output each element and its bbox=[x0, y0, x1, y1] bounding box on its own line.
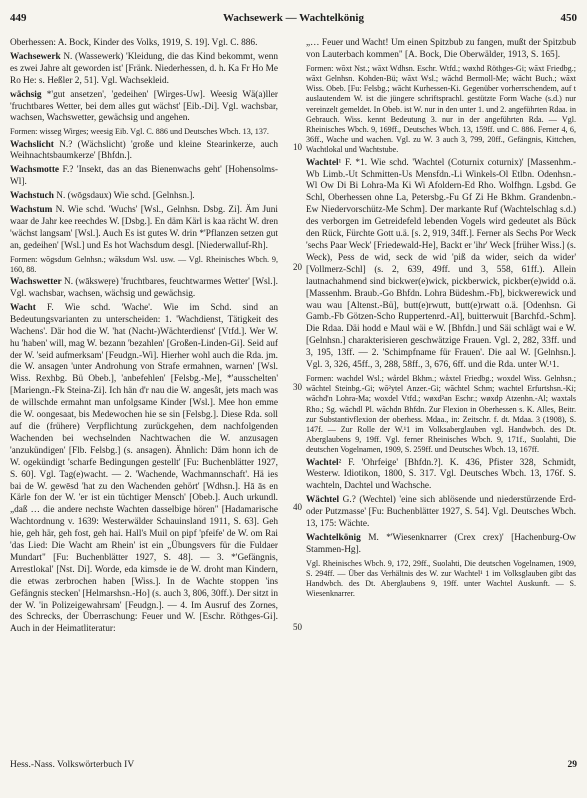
entry-body: F. Wie schd. 'Wache'. Wie im Schd. sind an Bedeutungsvarianten zu unterscheiden: 1. 'Wachdienst, Tätigkeit des Wachens'. Där hod die W. 'hat (Nacht-)Wächterdienst' [Vtfd.]. Wer W. hu 'haben' will, mag W. bezann 'bezahlen' [Großen-Linden-Gi]. Seid auf der W. 'seid aufmerksam' [Feudgn.-Wi]. Hierher wohl auch die Rda. jm. die W. ansagen 'unter Androhung von Strafe ermahnen, warnen' [Wsl. Wiss. Rexhbg. Bü Obeb.], 'anbefehlen' [Felsbg.-Me], *'ausschelten' [Mariengn.-Fk Steina-Zi]. Ich hän d'r nau die W. angesât, jets mach was de willschde ermahnt man unfolgsame Kinder [Wsl.]. Mee hon emme die W. oongesaat, bis Medewochen hie se sin [Felsbg.]. Diese Rda. soll auf die (frühere) Verpflichtung zurückgehen, dem nachfolgenden Wachenden bei wechselnden Nachtwachen die W. anzusagen 'anzukündigen' [Flb. Felsbg.] (s. ansagen). Ähnlich: Däm honn ich de W. ogekündigt 'scharfe Bedingungen gestellt' [Fu: Buchenblätter 1927, S. 60]. Vgl. Tag(e)wacht. — 2. 'Wachende, Wachmannschaft'. Hä ies bai de W. gewēsd 'hat zu den Wachenden gehört' [Wdhsn.]. Hā ās en Kärle fon der W. 'er ist ein tüchtiger Mensch' [Obeb.]. Auch urkundl. „daß … die andere nechste Wachten dasselbige hören" [Hadamarische Wachtordnung v. 1639: Westerwälder Schauinsland 1911, S. 63]. Geh hie, geh här, geh fost, geh hai. Hall's Muil on pipf 'pfeife' de W. om Rai 'das Lied: Die Wacht am Rhein' ist ein „Übungsvers für die Fuldaer Mundart" [Fu: Buchenblätter 1927, S. 48]. — 3. *'Gefängnis, Arrestlokal' [Nst. Di]. Worde, eda kimsde ie de W. droht man Kindern, die etwas zerbrochen haben [Wiss.]. In de Wachte stoppen 'ins Gefängnis stecken' [Helmarshsn.-Ho] (s. auch 3, 806, 30ff.). Der sitzt in der W. 'in Polizeigewahrsam' [Feudgn.]. — 4. Im Ausruf des Zornes, des Schrecks, der Überraschung: Feuer und W. [Eschr. Röthges-Gi]. Auch in der Heimatliteratur: bbox=[10, 302, 278, 635]
entry-wachstuch bbox=[10, 191, 278, 203]
entry-wachsewerk bbox=[10, 52, 278, 88]
entry-wachstum bbox=[10, 205, 278, 253]
line-number: 50 bbox=[293, 622, 302, 632]
running-header bbox=[10, 12, 577, 28]
headword: Wächtel bbox=[306, 495, 340, 506]
entry-body: *'gut ansetzen', 'gedeihen' [Wirges-Uw]. Weesig Wä(a)ller 'fruchtbares Wetter, bei dem alles gut wächst' [Eib.-Di]. Vgl. wachsbar, wachsen, Wachswetter, gewächsig und angehen. bbox=[10, 89, 278, 124]
line-number: 40 bbox=[293, 502, 302, 512]
headword: Wacht bbox=[10, 302, 36, 313]
headword: wächsig bbox=[10, 89, 42, 100]
entry-body: N. Wie schd. 'Wuchs' [Wsl., Gelnhsn. Dsbg. Zi]. Äm Juni waar de Jahr kee reechdes W. [Dsbg.]. En däm Kärl is kaa rächt W. dren 'wächst langsam' [Wsl.]. Auch Es ist gutes W. drin *'Pflanzen setzen gut an, gedeihen' [Wsl.] und Es hot Wachsdum desgl. [Niederwalluf-Rh]. bbox=[10, 205, 278, 251]
entry-continuation: „… Feuer und Wacht! Um einen Spitzbub zu fangen, mußt der Spitzbub von Lauterbach kommen" [A. Bock, Die Oberwälder, 1913, S. 165]. bbox=[306, 38, 576, 60]
entry-wachtel-1 bbox=[306, 158, 576, 372]
header-title: Wachsewerk — Wachtelkönig bbox=[223, 12, 364, 24]
entry-wachswetter bbox=[10, 277, 278, 301]
line-number: 10 bbox=[293, 142, 302, 152]
headword: Wachtelkönig bbox=[306, 533, 361, 544]
entry-body: ¹ F. *1. Wie schd. 'Wachtel (Coturnix coturnix)' [Massenhm.-Wb Limb.-Ut Schmitten-Us Mensfdn.-Li Winkels-Ol Etlbn. Odenhsn.-Wl Ow Di Bi Lohra-Ma Ki Wi Afoldern-Ed Rho. Wolfhgn. Lgsbd. Ge Schl, Oberhessen ohne La, Petersbg.-Fu Gf Zi He Bkhm. Grandenbn.-Ew Niedervorschütz-Me Schm]. Der markante Ruf (Wachtelschlag s.d.) des verborgen im Getreidefeld lebenden Vogels wird gedeutet als Bück den Rück, Fürchte Gott u.ä. [s. 2, 919, 34ff.]. Ferner als Sechs Por Weck 'sechs Paar Weck' [Friedewald-He], Backt er 'ihr' Weck [früher Wiss.] (s. Weck), Pess de wid, seck de wid 'piß da wider, seich da wider' [Vollmerz-Schl] (s. 2, 639, 49ff. und 3, 558, 61ff.). Allein lautnachahmend sind bickwer(e)wick, pickberwick, pickber(e)widd o.ä. [Massenhm. Braub.-Go Bhfdn. Lohra Büdeshm.-Fb], bickwerewick und wau wau [Altenst.-Bü], butt(e)rwutt, butt(e)rwatt o.ä. [Odenhsn. Gi Gamb.-Fb Götzen-Scho Ruppertenrd.-Al], buitterwuit [Barchfd.-Schm]. Die Rdaa. Däi hodd e Maul wäi e W. [Bhfdn.] und Säi schlägt wai e W. [Gelnhsn.] charakterisieren geschwätzige Frauen. Vgl. 2, 282, 33ff. und 3, 195, 13ff. — 2. 'Schimpfname für Frauen'. Die aal W. [Gelnhsn.]. Vgl. 3, 326, 45ff., 3, 288, 58ff., 3, 676, 6ff. und die Rda. unter W.¹1. bbox=[306, 157, 576, 371]
headword: Wachswetter bbox=[10, 277, 62, 288]
entry-wacht bbox=[10, 303, 278, 636]
page-number-left: 449 bbox=[10, 12, 27, 24]
headword: Wachstum bbox=[10, 205, 53, 216]
entry-forms: Vgl. Rheinisches Wbch. 9, 172, 29ff., Suolahti, Die deutschen Vogelnamen, 1909, S. 294ff. — Über das Verhältnis des W. zur Wachtel¹ 1 im Volksglauben gibt das Handwbch. des Dt. Aberglaubens 9, 19ff. unter Wachtel Auskunft. — S. Wiesenknarrer. bbox=[306, 558, 576, 599]
entry-wachtelkoenig bbox=[306, 533, 576, 557]
entry-body: N. (Wassewerk) 'Kleidung, die das Kind bekommt, wenn es zwei Jahre alt geworden ist' [Fränk. Niederhessen, d. h. Ka Fr Ho Me Ro He: s. Heßler 2, 51]. Vgl. Wachsekleid. bbox=[10, 51, 278, 86]
entry-body: M. *'Wiesenknarrer (Crex crex)' [Hachenburg-Ow Stammen-Hg]. bbox=[306, 533, 576, 555]
entry-body: N. (wōgsdaux) Wie schd. [Gelnhsn.]. bbox=[53, 191, 195, 202]
headword: Wachtel bbox=[306, 457, 339, 468]
entry-continuation: Oberhessen: A. Bock, Kinder des Volks, 1919, S. 19]. Vgl. C. 886. bbox=[10, 38, 258, 48]
headword: Wachslicht bbox=[10, 139, 54, 150]
footer-volume: Hess.-Nass. Volkswörterbuch IV bbox=[10, 760, 135, 770]
page-footer bbox=[10, 760, 577, 776]
headword: Wachstuch bbox=[10, 191, 54, 202]
entry-body: G.? (Wechtel) 'eine sich ablösende und niederstürzende Erd- oder Putzmasse' [Fu: Buchenblätter 1927, S. 54]. Vgl. Deutsches Wbch. 13, 175: Wächte. bbox=[306, 495, 576, 530]
entry-body: N. (wāksweṛe) 'fruchtbares, feuchtwarmes Wetter' [Wsl.]. Vgl. wachsbar, wachsen, wächsig und gewächsig. bbox=[10, 277, 278, 300]
footer-sheet-number: 29 bbox=[567, 760, 577, 770]
headword: Wachsewerk bbox=[10, 51, 61, 62]
entry-forms: Formen: wisseg Wirges; weesig Eib. Vgl. C. 886 und Deutsches Wbch. 13, 137. bbox=[10, 127, 269, 137]
entry-wachslicht bbox=[10, 140, 278, 164]
entry-waechtel bbox=[306, 495, 576, 531]
entry-wachsmotte bbox=[10, 165, 278, 189]
entry-body: ² F. 'Ohrfeige' [Bhfdn.?]. K. 436, Pfister 328, Schmidt, Westerw. Idiotikon, 1800, S. 317. Vgl. Deutsches Wbch. 13, 176f. S. wachteln, Dachtel und Wachsche. bbox=[306, 457, 576, 492]
entry-forms: Formen: wōgsdum Gelnhsn.; wāksdum Wsl. usw. — Vgl. Rheinisches Wbch. 9, 160, 88. bbox=[10, 254, 278, 274]
entry-waechsig bbox=[10, 90, 278, 126]
entry-body: N.? (Wächslicht) 'große und kleine Stearinkerze, auch Weihnachtsbaumkerze' [Bhfdn.]. bbox=[10, 139, 278, 162]
line-number: 20 bbox=[293, 262, 302, 272]
left-column bbox=[10, 38, 278, 750]
headword: Wachsmotte bbox=[10, 165, 60, 176]
entry-wachtel-2 bbox=[306, 458, 576, 494]
right-column bbox=[306, 38, 576, 750]
entry-forms: Formen: wachdel Wsl.; wårdel Bkhm.; wåxtel Friedbg.; woxdel Wiss. Gelnhsn.; wāchtel Steinbg.-Gi; wō²ytel Anzer.-Gi; wāchtel Schm; wachtel Erfurtshsn.-Ki; wāchd'n Lohra-Ma; woxdel Vtfd.; wøxd²an Eschr.; wøxdp Atzenhn.-Al; waxtəls Rho.; Sg. wāchdl Pl. wāchdn Bhfdn. Zur Flexion in Oberhessen s. K. Alles, Beitr. zur Substantivflexion der oberhess. Mdaa., in: Zeitschr. f. dt. Mdaa. 3 (1908), S. 147f. — Zur Rolle der W.¹1 im Volksaberglauben vgl. Handwbch. des Dt. Aberglaubens 9, 19ff. Vgl. ferner Rheinisches Wbch. 9, 171f., Suolahti, Die deutschen Vogelnamen, 1909, S. 259ff. und Deutsches Wbch. 13, 167ff. bbox=[306, 373, 576, 455]
headword: Wachtel bbox=[306, 157, 339, 168]
entry-body: F.? 'Insekt, das an das Bienenwachs geht' [Hohensolms-Wl]. bbox=[10, 165, 278, 188]
page-number-right: 450 bbox=[560, 12, 577, 24]
entry-forms: Formen: wōxt Nst.; wāxt Wdhsn. Eschr. Wtfd.; wøxhd Röthges-Gi; wāxt Friedbg.; wāxt Gelnhsn. Kohden-Bü; wāxt Wsl.; wāchd Bermoll-Me; wācht Buch.; wāxt Wiss. Obeb. [Fu: Felsbg.; wācht Kurhessen-Ki. Gegenüber vorherrschendem, auf t auslautendem W. ist die jüngere schriftsprachl. gestützte Form Wache (s.d.) nur vereinzelt gemeldet. In Obeb. ist W. nur in den unter 1. und 2. angeführten Rdaa. in Gebrauch. Wiss. kennt Bedeutung 3. nur in der angeführten Rda. — Vgl. Rheinisches Wbch. 9, 169ff., Deutsches Wbch. 13, 159ff. und C. 886. Ferner 4, 6, 36ff., Wache und wachen. Vgl. zu W. 3 auch 3, 799, 20ff., Gefängnis, Kittchen, Wachtlokal und Wachtstube. bbox=[306, 63, 576, 155]
line-number: 30 bbox=[293, 382, 302, 392]
